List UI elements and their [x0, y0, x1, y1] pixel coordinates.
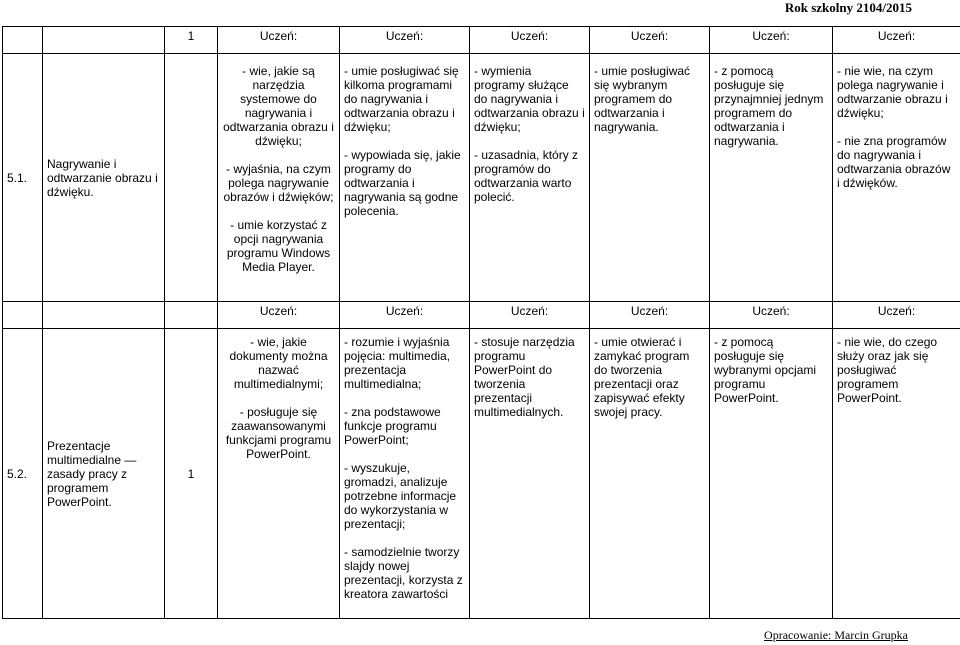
section-number: 5.1.: [3, 54, 43, 302]
level-header: Uczeń:: [710, 302, 833, 329]
requirements-cell: - nie wie, na czym polega nagrywanie i odtwarzanie obrazu i dźwięku; - nie zna programów do nagrywania i odtwarzania obrazów i dźwięków.: [833, 54, 960, 302]
requirements-cell: - rozumie i wyjaśnia pojęcia: multimedia, prezentacja multimedialna; - zna podstawowe funkcje programu PowerPoint; - wyszukuje, gromadzi, analizuje potrzebne informacje do wykorzystania w prezentacji; - samodzielnie tworzy slajdy nowej prezentacji, korzysta z kreatora zawartości: [340, 329, 470, 619]
level-header: Uczeń:: [590, 302, 710, 329]
section-topic: Prezentacje multimedialne ― zasady pracy z programem PowerPoint.: [43, 329, 165, 619]
level-header: Uczeń:: [470, 302, 590, 329]
level-header: Uczeń:: [590, 27, 710, 54]
hours-cell: [165, 54, 218, 302]
empty-cell: [43, 302, 165, 329]
requirements-cell: - stosuje narzędzia programu PowerPoint do tworzenia prezentacji multimedialnych.: [470, 329, 590, 619]
curriculum-table: [2, 26, 960, 619]
level-header: Uczeń:: [340, 302, 470, 329]
requirements-cell: - z pomocą posługuje się przynajmniej jednym programem do odtwarzania i nagrywania.: [710, 54, 833, 302]
level-header: Uczeń:: [218, 27, 340, 54]
section-2-header-row: [3, 302, 960, 329]
empty-cell: [3, 302, 43, 329]
requirements-cell: - nie wie, do czego służy oraz jak się posługiwać programem PowerPoint.: [833, 329, 960, 619]
requirements-cell: - wymienia programy służące do nagrywania i odtwarzania obrazu i dźwięku; - uzasadnia, który z programów do odtwarzania warto polecić.: [470, 54, 590, 302]
section-number: 5.2.: [3, 329, 43, 619]
section-1-content-row: [3, 54, 960, 302]
level-header: Uczeń:: [218, 302, 340, 329]
requirements-cell: - umie posługiwać się kilkoma programami do nagrywania i odtwarzania obrazu i dźwięku; - wypowiada się, jakie programy do odtwarzania i nagrywania są godne polecenia.: [340, 54, 470, 302]
level-header: Uczeń:: [340, 27, 470, 54]
author-footer: Opracowanie: Marcin Grupka: [764, 628, 908, 642]
requirements-cell: - wie, jakie są narzędzia systemowe do nagrywania i odtwarzania obrazu i dźwięku; - wyjaśnia, na czym polega nagrywanie obrazów i dźwięków; - umie korzystać z opcji nagrywania programu Windows Media Player.: [218, 54, 340, 302]
requirements-cell: - umie otwierać i zamykać program do tworzenia prezentacji oraz zapisywać efekty swojej pracy.: [590, 329, 710, 619]
section-2-content-row: [3, 329, 960, 619]
section-1-header-row: [3, 27, 960, 54]
school-year-label: Rok szkolny 2104/2015: [784, 0, 912, 15]
section-topic: Nagrywanie i odtwarzanie obrazu i dźwięku.: [43, 54, 165, 302]
level-header: Uczeń:: [833, 27, 960, 54]
hours-cell: [165, 302, 218, 329]
requirements-cell: - umie posługiwać się wybranym programem do odtwarzania i nagrywania.: [590, 54, 710, 302]
requirements-cell: - z pomocą posługuje się wybranymi opcjami programu PowerPoint.: [710, 329, 833, 619]
hours-cell: 1: [165, 329, 218, 619]
requirements-cell: - wie, jakie dokumenty można nazwać multimedialnymi; - posługuje się zaawansowanymi funkcjami programu PowerPoint.: [218, 329, 340, 619]
empty-cell: [43, 27, 165, 54]
level-header: Uczeń:: [470, 27, 590, 54]
empty-cell: [3, 27, 43, 54]
level-header: Uczeń:: [710, 27, 833, 54]
level-header: Uczeń:: [833, 302, 960, 329]
hours-cell: 1: [165, 27, 218, 54]
